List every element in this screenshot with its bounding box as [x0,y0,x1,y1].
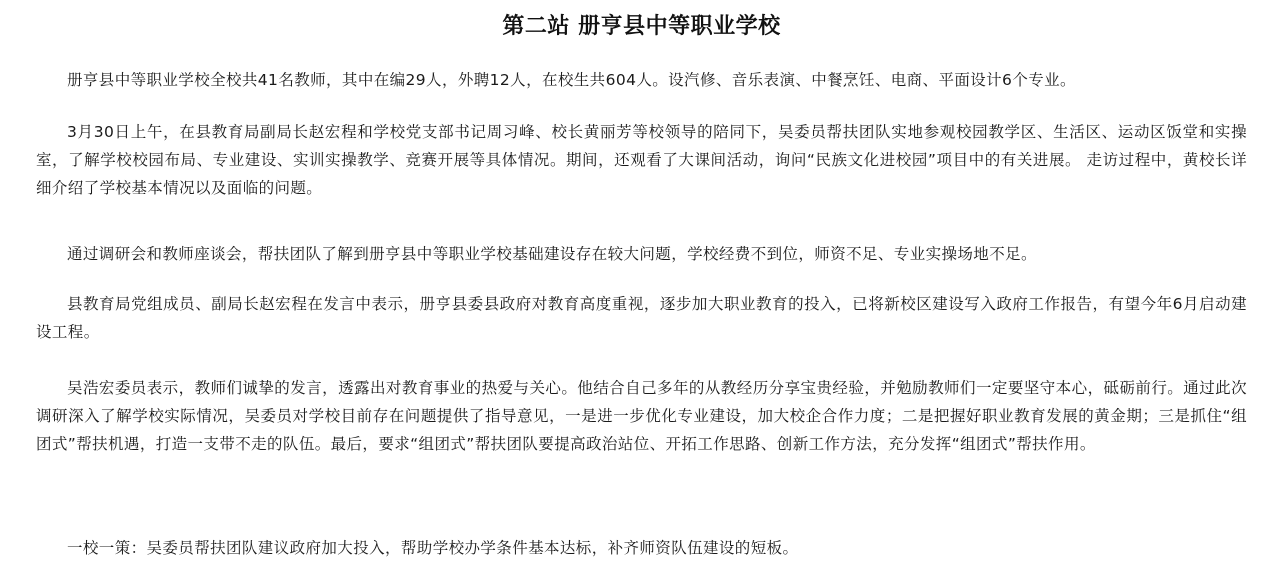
paragraph-one-school-one-policy: 一校一策：吴委员帮扶团队建议政府加大投入，帮助学校办学条件基本达标，补齐师资队伍建设的短板。 [67,539,799,557]
paragraph-school-overview: 册亨县中等职业学校全校共41名教师，其中在编29人，外聘12人，在校生共604人。设汽修、音乐表演、中餐烹饪、电商、平面设计6个专业。 [67,71,1076,89]
paragraph-campus-visit: 3月30日上午，在县教育局副局长赵宏程和学校党支部书记周习峰、校长黄丽芳等校领导的陪同下，吴委员帮扶团队实地参观校园教学区、生活区、运动区饭堂和实操室，了解学校校园布局、专业建设、实训实操教学、竞赛开展等具体情况。期间，还观看了大课间活动，询问“民族文化进校园”项目中的有关进展。 走访过程中，黄校长详细介绍了学校基本情况以及面临的问题。 [36,123,1247,197]
article-title: 第二站 册亨县中等职业学校 [502,13,781,39]
paragraph-research-findings: 通过调研会和教师座谈会，帮扶团队了解到册亨县中等职业学校基础建设存在较大问题，学校经费不到位，师资不足、专业实操场地不足。 [67,245,1037,263]
paragraph-deputy-director-remarks: 县教育局党组成员、副局长赵宏程在发言中表示，册亨县委县政府对教育高度重视，逐步加大职业教育的投入，已将新校区建设写入政府工作报告，有望今年6月启动建设工程。 [36,295,1247,341]
paragraph-member-wu-remarks: 吴浩宏委员表示，教师们诚挚的发言，透露出对教育事业的热爱与关心。他结合自己多年的从教经历分享宝贵经验，并勉励教师们一定要坚守本心，砥砺前行。通过此次调研深入了解学校实际情况，吴委员对学校目前存在问题提供了指导意见，一是进一步优化专业建设，加大校企合作力度；二是把握好职业教育发展的黄金期；三是抓住“组团式”帮扶机遇，打造一支带不走的队伍。最后，要求“组团式”帮扶团队要提高政治站位、开拓工作思路、创新工作方法，充分发挥“组团式”帮扶作用。 [36,379,1247,453]
